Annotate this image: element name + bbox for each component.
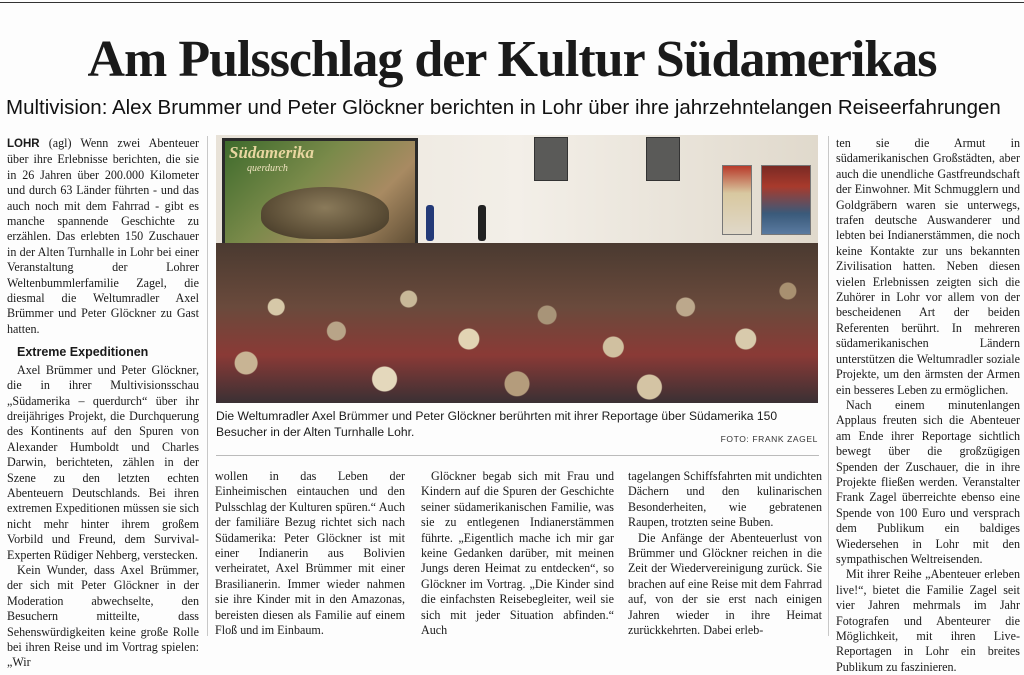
headline: Am Pulsschlag der Kultur Südamerikas [87,31,937,88]
photo-credit: FOTO: FRANK ZAGEL [720,434,818,444]
iguana-image [261,187,389,239]
top-rule [0,2,1024,3]
paragraph: tagelangen Schiffsfahrten mit undichten Dächern und den kulinarischen Besonderheiten, wie gebratenen Raupen, trotzten seine Buben. [628,469,822,530]
rollup-banner [722,165,752,235]
column-rule-right [828,136,829,636]
subheadline: Multivision: Alex Brummer und Peter Glöckner berichten in Lohr über ihre jahrzehntelangen Reiseerfahrungen [6,96,1001,119]
column-rule-left [207,136,208,636]
article-column-1 [7,136,200,670]
article-column-2 [215,469,405,637]
presenter-figure [478,205,486,241]
paragraph: Kein Wunder, dass Axel Brümmer, der sich mit Peter Glöckner in der Moderation abwechselte, den Besuchern mitteilte, dass Sehenswürdigkeiten keine große Rolle bei ihren Reise und im Vortrag spielen: „Wir [7,562,199,670]
section-subheading: Extreme Expeditionen [17,345,149,360]
paragraph: Mit ihrer Reihe „Abenteuer erleben live!“, bietet die Familie Zagel seit vier Jahren mehrmals im Jahr Fotografen und Abenteurer die Möglichkeit, mit ihren Live-Reportagen in Lohr ein breites Publikum zu faszinieren. [836,567,1020,674]
event-photo [216,135,818,403]
dateline: LOHR [7,138,40,150]
article-column-3 [421,469,614,637]
caption-rule [216,455,819,456]
photo-window [646,137,680,181]
author-tag: (agl) [48,136,72,150]
article-column-4 [628,469,822,637]
paragraph: Axel Brümmer und Peter Glöckner, die in ihrer Multivisionsschau „Südamerika – querdurch“ über ihr dreijähriges Projekt, die Durchquerung des Kontinents auf den Spuren von Alexander Humboldt und Charles Darwin, berichteten, zählen in der Szene zu den letzten echten Abenteuern Deutschlands. Bei ihren extremen Expeditionen müssen sie sich nicht mehr hinter ihrem großem Vorbild und Freund, dem Survival-Experten Rüdiger Nehberg, verstecken. [7,362,199,562]
audience [216,243,818,403]
intro-paragraph [7,136,199,337]
photo-caption: Die Weltumradler Axel Brümmer und Peter Glöckner berührten mit ihrer Reportage über Südamerika 150 Besucher in der Alten Turnhalle Lohr. [216,409,778,439]
presenter-figure [426,205,434,241]
paragraph: Nach einem minutenlangen Applaus freuten sich die Abenteuer am Ende ihrer Reportage sichtlich bewegt über die großzügigen Spenden der Zuschauer, die in ihre Projekte fließen werden. Veranstalter Frank Zagel überreichte ebenso eine Spende von 100 Euro und versprach dem Publikum ein baldiges Wiedersehen in Lohr mit den sympathischen Weltreisenden. [836,397,1020,566]
rollup-banner [761,165,811,235]
screen-subtitle: querdurch [247,163,288,174]
intro-text: Wenn zwei Abenteuer über ihre Erlebnisse berichten, die sie in 26 Jahren über 200.000 Kilometer und durch 63 Länder führten - und das auch noch mit dem Fahrrad - gibt es manche spannende Geschichte zu erzählen. Das erlebten 150 Zuschauer in der Alten Turnhalle in Lohr bei einer Veranstaltung der Lohrer Weltenbummlerfamilie Zagel, die diesmal die Weltumradler Axel Brümmer und Peter Glöckner zu Gast hatten. [7,136,200,336]
paragraph: Glöckner begab sich mit Frau und Kindern auf die Spuren der Geschichte seiner südamerikanischen Familie, was sie zu entlegenen Indianerstämmen führte. „Eigentlich mache ich mir gar keine Gedanken darüber, mit meinen Jungs deren Heimat zu entdecken“, so Glöckner im Vortrag. „Die Kinder sind die einfachsten Reisebegleiter, weil sie sich mit jeder Situation abfinden.“ Auch [421,469,614,638]
article-column-5 [836,136,1020,674]
paragraph: Die Anfänge der Abenteuerlust von Brümmer und Glöckner reichen in die Zeit der Wiedervereinigung zurück. Sie brachen auf eine Reise mit dem Fahrrad auf, von der sie erst nach einigen Jahren wieder in ihre Heimat zurückkehrten. Dabei erleb- [628,530,822,638]
screen-title: Südamerika [229,143,315,162]
paragraph: ten sie die Armut in südamerikanischen Großstädten, aber auch die unendliche Gastfreundschaft der Einwohner. Mit Schmugglern und Goldgräbern waren sie unterwegs, trafen deutsche Auswanderer und lebten bei Indianerstämmen, die noch keine Kontakte zur uns bekannten Zivilisation hatten. Neben diesen vielen Erlebnissen zeigten sich die Zuhörer in Lohr vor allem von der bescheidenen Art der beiden Referenten berührt. In mehreren südamerikanischen Ländern unterstützen die Weltumradler soziale Projekte, um den ärmsten der Armen ein besseres Leben zu ermöglichen. [836,136,1020,397]
projection-screen [222,138,418,252]
photo-window [534,137,568,181]
paragraph: wollen in das Leben der Einheimischen eintauchen und den Pulsschlag der Kulturen spüren.“ Auch der familiäre Bezug richtet sich nach Südamerika: Peter Glöckner ist mit einer Indianerin aus Bolivien verheiratet, Axel Brümmer mit einer Brasilianerin. Immer wieder nahmen sie ihre Kinder mit in den Amazonas, bereisten diesen als Familie auf einem Floß und im Einbaum. [215,469,405,638]
